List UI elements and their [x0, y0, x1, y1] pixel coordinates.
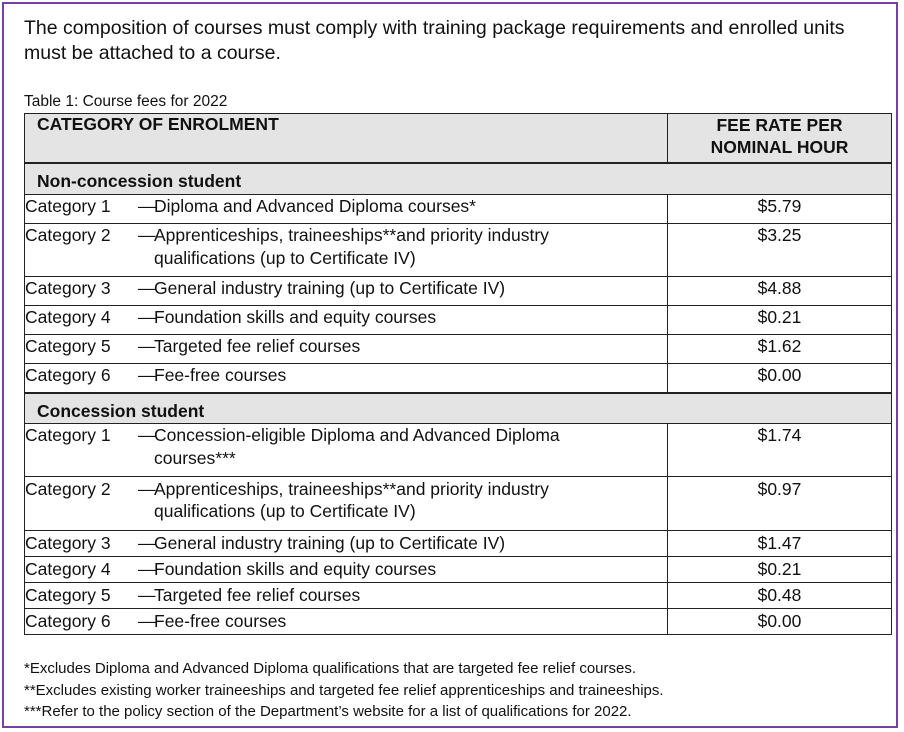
category-cell: [25, 194, 668, 223]
fee-cell: $0.21: [668, 557, 892, 583]
category-description: Foundation skills and equity courses: [154, 306, 437, 327]
table-row: [25, 276, 892, 305]
footnote-3: ***Refer to the policy section of the Department’s website for a list of qualifications for 2022.: [24, 703, 632, 720]
separator: —: [138, 195, 156, 216]
table-row: [25, 223, 892, 276]
category-description: Targeted fee relief courses: [154, 585, 361, 605]
table-row: [25, 334, 892, 363]
separator: —: [138, 479, 156, 499]
group-row-non-concession: [25, 163, 892, 194]
table-row: [25, 424, 892, 477]
category-cell: [25, 609, 668, 635]
category-description: General industry training (up to Certificate IV): [154, 277, 506, 298]
table-row: [25, 363, 892, 393]
table-row: [25, 609, 892, 635]
category-description: Fee-free courses: [154, 364, 287, 385]
fee-cell: $0.21: [668, 305, 892, 334]
category-cell: [25, 557, 668, 583]
separator: —: [138, 425, 156, 445]
fee-cell: $1.62: [668, 334, 892, 363]
category-description: Concession-eligible Diploma and Advanced Diploma courses***: [154, 425, 560, 468]
category-label: Category 6: [25, 364, 111, 385]
category-label: Category 5: [25, 335, 111, 356]
header-category: CATEGORY OF ENROLMENT: [25, 114, 668, 164]
category-label: Category 5: [25, 585, 111, 605]
separator: —: [138, 611, 156, 631]
intro-paragraph: The composition of courses must comply with training package requirements and enrolled units must be attached to a course.: [24, 17, 845, 64]
category-label: Category 4: [25, 559, 111, 579]
separator: —: [138, 364, 156, 385]
fee-cell: $1.47: [668, 531, 892, 557]
fee-cell: $0.48: [668, 583, 892, 609]
header-fee-line2: NOMINAL HOUR: [710, 137, 849, 157]
category-description: Apprenticeships, traineeships**and priority industry qualifications (up to Certificate IV): [154, 224, 549, 268]
footnotes: [24, 658, 664, 723]
course-fees-table: [24, 113, 892, 635]
category-label: Category 2: [25, 224, 111, 245]
header-fee-rate: [668, 114, 892, 164]
category-cell: [25, 276, 668, 305]
category-label: Category 6: [25, 611, 111, 631]
category-description: General industry training (up to Certificate IV): [154, 533, 506, 553]
fee-cell: $0.97: [668, 477, 892, 531]
table-row: [25, 477, 892, 531]
group-title: Concession student: [25, 393, 892, 424]
category-cell: [25, 223, 668, 276]
separator: —: [138, 277, 156, 298]
group-row-concession: [25, 393, 892, 424]
fee-cell: $4.88: [668, 276, 892, 305]
category-label: Category 1: [25, 425, 111, 445]
category-description: Apprenticeships, traineeships**and priority industry qualifications (up to Certificate IV): [154, 479, 549, 521]
fee-cell: $5.79: [668, 194, 892, 223]
category-cell: [25, 531, 668, 557]
footnote-2: **Excludes existing worker traineeships and targeted fee relief apprenticeships and traineeships.: [24, 681, 664, 699]
footnote-1: *Excludes Diploma and Advanced Diploma qualifications that are targeted fee relief courses.: [24, 660, 637, 677]
table-header-row: [25, 114, 892, 164]
table-row: [25, 305, 892, 334]
separator: —: [138, 224, 156, 245]
category-label: Category 3: [25, 533, 111, 553]
fee-cell: $0.00: [668, 363, 892, 393]
separator: —: [138, 335, 156, 356]
fee-cell: $0.00: [668, 609, 892, 635]
category-cell: [25, 334, 668, 363]
fee-cell: $1.74: [668, 424, 892, 477]
table-body: [25, 163, 892, 635]
category-description: Foundation skills and equity courses: [154, 559, 437, 579]
separator: —: [138, 559, 156, 579]
table-row: [25, 583, 892, 609]
category-label: Category 1: [25, 195, 111, 216]
category-description: Fee-free courses: [154, 611, 287, 631]
content-frame: [2, 2, 898, 728]
category-cell: [25, 305, 668, 334]
category-description: Diploma and Advanced Diploma courses*: [154, 195, 476, 216]
category-cell: [25, 363, 668, 393]
fee-cell: $3.25: [668, 223, 892, 276]
separator: —: [138, 306, 156, 327]
header-fee-line1: FEE RATE PER: [716, 115, 843, 135]
separator: —: [138, 533, 156, 553]
category-label: Category 4: [25, 306, 111, 327]
table-row: [25, 194, 892, 223]
group-title: Non-concession student: [25, 163, 892, 194]
category-cell: [25, 477, 668, 531]
category-label: Category 2: [25, 479, 111, 499]
category-label: Category 3: [25, 277, 111, 298]
category-description: Targeted fee relief courses: [154, 335, 361, 356]
table-row: [25, 557, 892, 583]
category-cell: [25, 424, 668, 477]
table-caption: Table 1: Course fees for 2022: [24, 93, 228, 110]
table-row: [25, 531, 892, 557]
category-cell: [25, 583, 668, 609]
separator: —: [138, 585, 156, 605]
